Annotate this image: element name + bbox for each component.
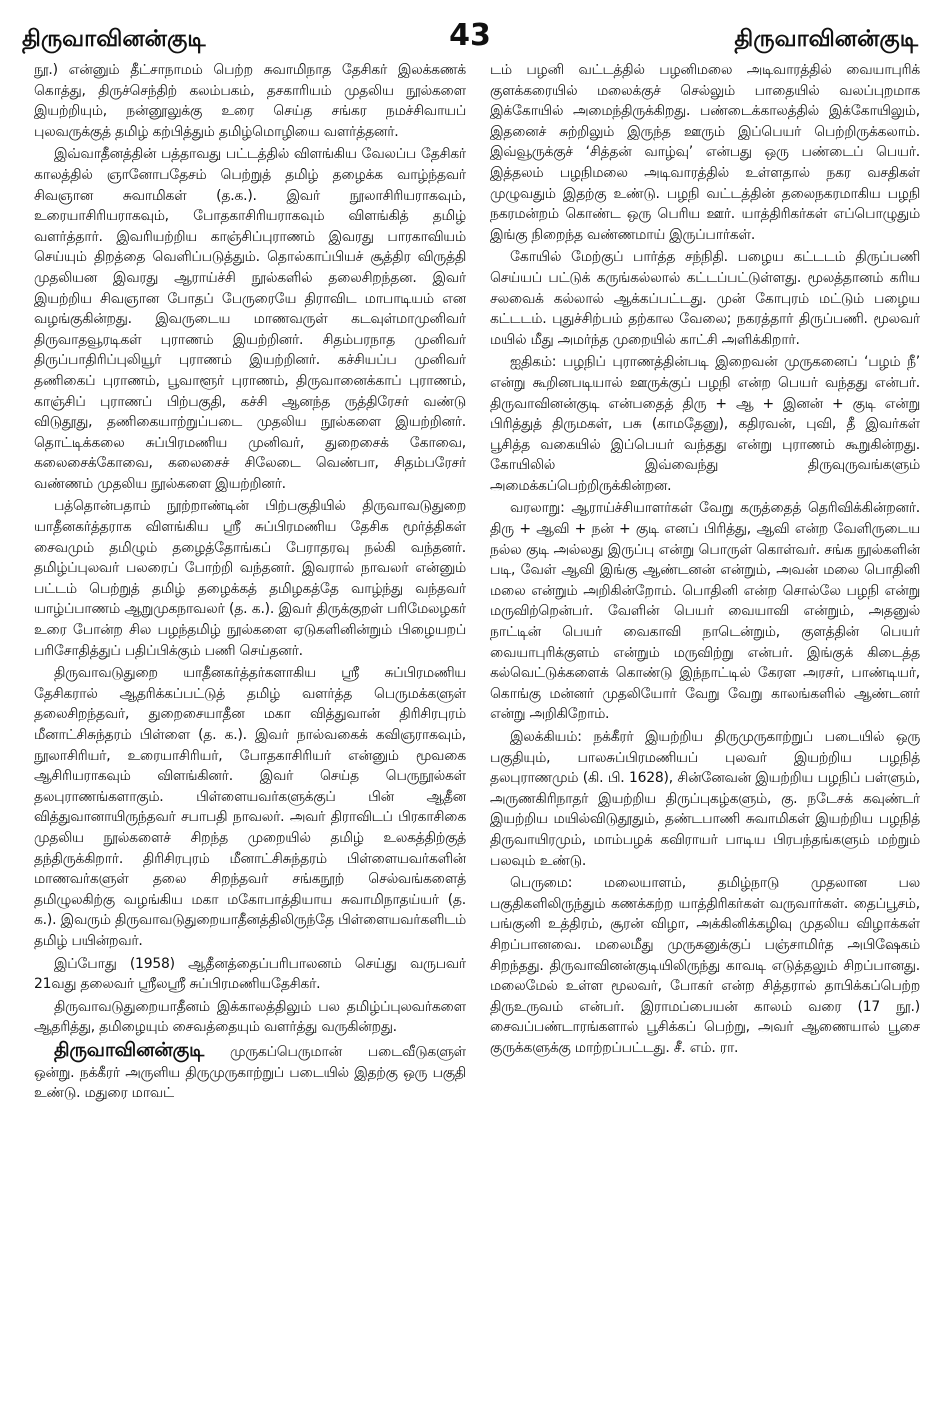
paragraph: திருவாவடுதுறை யாதீனகர்த்தர்களாகிய ஸ்ரீ சுப்பிரமணிய தேசிகரால் ஆதரிக்கப்பட்டுத் தமிழ் வளர்த்த பெருமக்களுள் தலைசிறந்தவர், துறைசையாதீன மகா வித்துவான் திரிசிரபுரம் மீனாட்சிசுந்தரம் பிள்ளை (த. க.). இவர் நால்வகைக் கவிஞராகவும், நூலாசிரியர், உரையாசிரியர், போதகாசிரியர் என்னும் மூவகை ஆசிரியராகவும் விளங்கினர். இவர் செய்த பெருநூல்கள் தலபுராணங்களாகும். பிள்ளையவர்களுக்குப் பின் ஆதீன வித்துவானாயிருந்தவர் சபாபதி நாவலர். அவர் திராவிடப் பிரகாசிகை முதலிய நூல்களைச் சிறந்த முறையில் தமிழ் உலகத்திற்குத் தந்திருக்கிறார். திரிசிரபுரம் மீனாட்சிசுந்தரம் பிள்ளையவர்களின் மாணவர்களுள் தலை சிறந்தவர் சங்கநூற் செல்வங்களைத் தமிழுலகிற்கு வழங்கிய மகா மகோபாத்தியாய சுவாமிநாதய்யர் (த. க.). இவரும் திருவாவடுதுறையாதீனத்திலிருந்தே பிள்ளையவர்களிடம் தமிழ் பயின்றவர். (34, 665, 466, 949)
paragraph: வரலாறு: ஆராய்ச்சியாளர்கள் வேறு கருத்தைத் தெரிவிக்கின்றனர். திரு + ஆவி + நன் + குடி எனப் பிரித்து, ஆவி என்ற வேளிருடைய நல்ல குடி அல்லது இருப்பு என்று பொருள் கொள்வர். சங்க நூல்களின் படி, வேள் ஆவி இங்கு ஆண்டனன் என்றும், அவன் மலை பொதினி மலை என்றும் அறிகின்றோம். பொதினி என்ற சொல்லே பழநி என்று மருவிற்றென்பர். வேளின் பெயர் வையாவி என்றும், அதனுல் நாட்டின் பெயர் வைகாவி நாடென்றும், குளத்தின் பெயர் வையாபுரிக்குளம் என்றும் மருவிற்று என்பர். இங்குக் கிடைத்த கல்வெட்டுக்களைக் கொண்டு இந்நாட்டில் கேரள அரசர், பாண்டியர், கொங்கு மன்னர் முதலியோர் வேறு வேறு காலங்களில் ஆண்டனர் என்று அறிகிறோம். (490, 500, 920, 723)
entry-text: முருகப்பெருமான் படைவீடுகளுள் ஒன்று. நக்கீரர் அருளிய திருமுருகாற்றுப் படையில் இதற்கு ஒரு பகுதி உண்டு. மதுரை மாவட் (34, 1043, 466, 1102)
paragraph: திருவாவடுதுறையாதீனம் இக்காலத்திலும் பல தமிழ்ப்புலவர்களை ஆதரித்து, தமிழையும் சைவத்தையும் வளர்த்து வருகின்றது. (34, 998, 466, 1036)
paragraph: நூ.) என்னும் தீட்சாநாமம் பெற்ற சுவாமிநாத தேசிகர் இலக்கணக் கொத்து, திருச்செந்திற் கலம்பகம், தசகாரியம் முதலிய நூல்களை இயற்றியும், நன்னூலுக்கு உரை செய்த சங்கர நமச்சிவாயப் புலவருக்குத் தமிழ் கற்பித்தும் தமிழ்மொழியை வளர்த்தனர். (34, 62, 466, 140)
paragraph: பத்தொன்பதாம் நூற்றாண்டின் பிற்பகுதியில் திருவாவடுதுறை யாதீனகர்த்தராக விளங்கிய ஸ்ரீ சுப்பிரமணிய தேசிக மூர்த்திகள் சைவமும் தமிழும் தழைத்தோங்கப் பேராதரவு நல்கி வந்தனர். தமிழ்ப்புலவர் பலரைப் போற்றி வந்தனர். இவரால் நாவலர் என்னும் பட்டம் பெற்றுத் தமிழ் தழைக்கத் தமிழகத்தே வாழ்ந்து வந்தவர் யாழ்ப்பாணம் ஆறுமுகநாவலர் (த. க.). இவர் திருக்குறள் பரிமேலழகர் உரை போன்ற சில பழந்தமிழ் நூல்களை ஏடுகளினின்றும் பிழையறப் பரிசோதித்துப் பதிப்பிக்கும் பணி செய்தனர். (34, 498, 466, 659)
right-column (490, 60, 920, 1405)
paragraph: இப்போது (1958) ஆதீனத்தைப்பரிபாலனம் செய்து வருபவர் 21வது தலைவர் ஸ்ரீலஸ்ரீ சுப்பிரமணியதேசிகர். (34, 955, 466, 993)
paragraph: ஐதிகம்: பழநிப் புராணத்தின்படி இறைவன் முருகனைப் ‘பழம் நீ’ என்று கூறினபடியால் ஊருக்குப் பழநி என்ற பெயர் வந்தது என்பர். திருவாவினன்குடி என்பதைத் திரு + ஆ + இனன் + குடி என்று பிரித்துத் திருமகள், பசு (காமதேனு), கதிரவன், புவி, தீ இவர்கள் பூசித்த வகையில் இப்பெயர் வந்தது என்று புராணம் கூறுகின்றது. கோயிலில் இவ்வைந்து திருவுருவங்களும் அமைக்கப்பெற்றிருக்கின்றன. (490, 354, 920, 494)
paragraph: கோயில் மேற்குப் பார்த்த சந்நிதி. பழைய கட்டடம் திருப்பணி செய்யப் பட்டுக் கருங்கல்லால் கட்டப்பட்டுள்ளது. மூலத்தானம் கரிய சலவைக் கல்லால் ஆக்கப்பட்டது. முன் கோபுரம் மட்டும் பழைய கட்டடம். புதுச்சிற்பம் தற்கால வேலை; நகரத்தார் திருப்பணி. மூலவர் மயில் மீது அமர்ந்த முறையில் காட்சி அளிக்கிறார். (490, 249, 920, 348)
paragraph: டம் பழனி வட்டத்தில் பழனிமலை அடிவாரத்தில் வையாபுரிக் குளக்கரையில் மலைக்குச் செல்லும் பாதையில் வலப்புறமாக இக்கோயில் அமைந்திருக்கிறது. பண்டைக்காலத்தில் இக்கோயிலும், இதனைச் சுற்றிலும் இருந்த ஊரும் இப்பெயர் பெற்றிருக்கலாம். இவ்வூருக்குச் ‘சித்தன் வாழ்வு’ என்பது ஒரு பண்டைப் பெயர். இத்தலம் பழநிமலை அடிவாரத்தில் உள்ளதால் நகர வசதிகள் முழுவதும் இதற்கு உண்டு. பழநி வட்டத்தின் தலைநகரமாகிய பழநி நகரமன்றம் கொண்ட ஒரு பெரிய ஊர். யாத்திரிகர்கள் எப்பொழுதும் இங்கு நிறைந்த வண்ணமாய் இருப்பார்கள். (490, 62, 920, 243)
paragraph: இலக்கியம்: நக்கீரர் இயற்றிய திருமுருகாற்றுப் படையில் ஒரு பகுதியும், பாலசுப்பிரமணியப் புலவர் இயற்றிய பழநித் தலபுராணமும் (கி. பி. 1628), சின்னேவன் இயற்றிய பழநிப் பள்ளும், அருணகிரிநாதர் இயற்றிய திருப்புகழ்களும், கு. நடேசக் கவுண்டர் இயற்றிய மயில்விடுதூதும், தண்டபாணி சுவாமிகள் இயற்றிய பழநித் திருவாயிரமும், மாம்பழக் கவிராயர் பாடிய பிரபந்தங்களும் மற்றும் பலவும் உண்டு. (490, 729, 920, 869)
paragraph: பெருமை: மலையாளம், தமிழ்நாடு முதலான பல பகுதிகளிலிருந்தும் கணக்கற்ற யாத்திரிகர்கள் வருவார்கள். தைப்பூசம், பங்குனி உத்திரம், சூரன் விழா, அக்கினிக்கழிவு முதலிய விழாக்கள் சிறப்பானவை. மலைமீது முருகனுக்குப் பஞ்சாமிர்த அபிஷேகம் சிறந்தது. திருவாவினன்குடியிலிருந்து காவடி எடுத்தலும் சிறப்பானது. மலைமேல் உள்ள மூலவர், போகர் என்ற சித்தரால் தாபிக்கப்பெற்ற திருஉருவம் என்பர். இராமப்பையன் காலம் வரை (17 நூ.) சைவப்பண்டாரங்களால் பூசிக்கப் பெற்று, அவர் ஆணையால் பூசை குருக்களுக்கு மாற்றப்பட்டது. சீ. எம். ரா. (490, 875, 920, 1056)
entry-paragraph (34, 1040, 466, 1104)
page-number: 43 (449, 18, 491, 53)
running-head-left: திருவாவினன்குடி (22, 26, 206, 52)
paragraph: இவ்வாதீனத்தின் பத்தாவது பட்டத்தில் விளங்கிய வேலப்ப தேசிகர் காலத்தில் ஞானோபதேசம் பெற்றுத் தமிழ் தழைக்க வாழ்ந்தவர் சிவஞான சுவாமிகள் (த.க.). இவர் நூலாசிரியராகவும், உரையாசிரியராகவும், போதகாசிரியராகவும் விளங்கித் தமிழ் வளர்த்தார். இவரியற்றிய காஞ்சிப்புராணம் இவரது பாரகாவியம் செய்யும் திறத்தை வெளிப்படுத்தும். தொல்காப்பியச் சூத்திர விருத்தி முதலியன இவரது ஆராய்ச்சி நூல்களில் தலைசிறந்தன. இவர் இயற்றிய சிவஞான போதப் பேருரையே திராவிட மாபாடியம் என வழங்குகின்றது. இவருடைய மாணவருள் கடவுள்மாமுனிவர் திருவாதவூரடிகள் புராணம் இயற்றினர். சிதம்பரநாத முனிவர் திருப்பாதிரிப்புலியூர் புராணம் இயற்றினர். கச்சியப்ப முனிவர் தணிகைப் புராணம், பூவாளூர் புராணம், திருவானைக்காப் புராணம், காஞ்சிப் புராணப் பிற்பகுதி, கச்சி ஆனந்த ருத்திரேசர் வண்டு விடுதூது, தணிகையாற்றுப்படை முதலிய நூல்களை இயற்றினர். தொட்டிக்கலை சுப்பிரமணிய முனிவர், துறைசைக் கோவை, கலைசைக்கோவை, கலைசைச் சிலேடை வெண்பா, சிதம்பரேசர் வண்ணம் முதலிய நூல்களை இயற்றினர். (34, 146, 466, 492)
left-column (34, 60, 466, 1405)
running-head-right: திருவாவினன்குடி (734, 26, 918, 52)
entry-heading: திருவாவினன்குடி (54, 1038, 205, 1061)
page-header (0, 0, 940, 60)
